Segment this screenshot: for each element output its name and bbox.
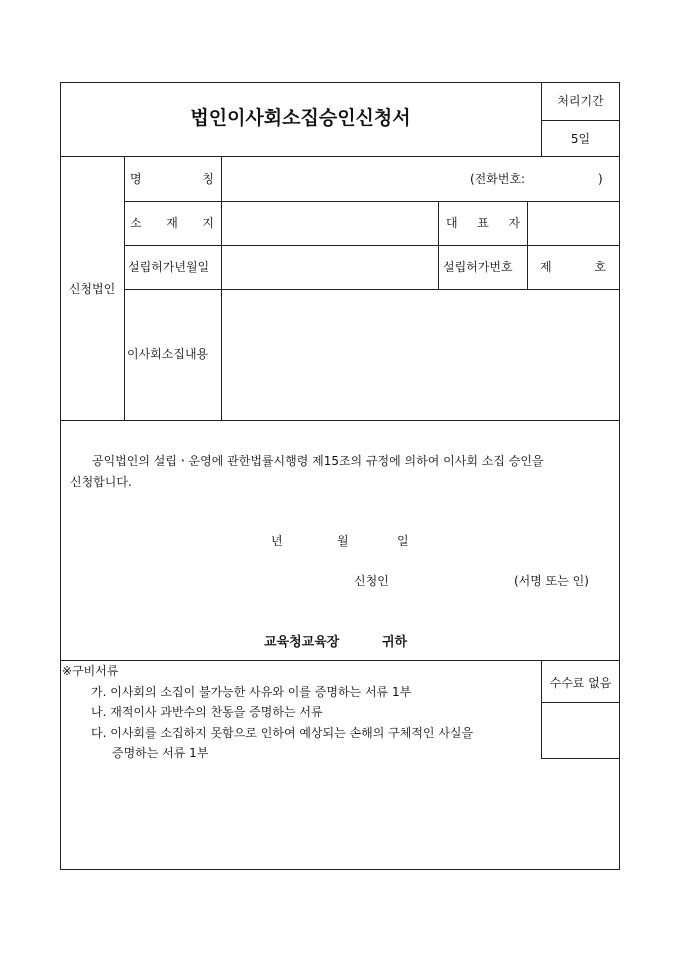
statement-line-2: 신청합니다. [70, 475, 132, 489]
rule [221, 156, 222, 421]
permit-number-char: 호 [594, 260, 606, 274]
rule [541, 702, 620, 703]
name-label-char: 명 [130, 172, 142, 186]
section-label-applicant: 신청법인 [68, 282, 116, 296]
document-item: 다. 이사회를 소집하지 못함으로 인하여 예상되는 손해의 구체적인 사실을 [91, 726, 474, 740]
representative-label [446, 217, 520, 229]
fee-label: 수수료 없음 [549, 676, 612, 690]
address-label-char: 재 [166, 216, 178, 230]
permit-number-label: 설립허가번호 [443, 260, 513, 274]
recipient: 교육청교육장 [264, 635, 340, 650]
rule [60, 660, 620, 661]
date-year: 년 [271, 534, 283, 548]
meeting-content-label: 이사회소집내용 [127, 347, 209, 361]
rule [527, 201, 528, 290]
rep-label-char: 자 [508, 216, 520, 230]
permit-number-value [540, 261, 606, 273]
rep-label-char: 대 [446, 216, 458, 230]
rule [124, 156, 125, 421]
applicant-label: 신청인 [354, 574, 389, 588]
rule [60, 156, 620, 157]
rule [541, 120, 620, 121]
phone-close: ) [598, 172, 603, 186]
processing-period-label: 처리기간 [557, 94, 604, 108]
name-label [130, 173, 214, 185]
name-label-char: 칭 [202, 172, 214, 186]
statement-line-1: 공익법인의 설립ㆍ운영에 관한법률시행령 제15조의 규정에 의하여 이사회 소집 승인을 [92, 454, 544, 468]
date-day: 일 [397, 534, 409, 548]
address-label-char: 지 [202, 216, 214, 230]
rule [541, 758, 620, 759]
signature-label: (서명 또는 인) [514, 574, 589, 588]
processing-period-value: 5일 [570, 132, 591, 146]
form-title: 법인이사회소집승인신청서 [190, 107, 411, 129]
permit-number-char: 제 [540, 260, 552, 274]
documents-header: ※구비서류 [62, 664, 119, 678]
document-item-continued: 증명하는 서류 1부 [112, 746, 209, 760]
rule [60, 420, 620, 421]
rule [124, 201, 620, 202]
rule [124, 245, 620, 246]
document-item: 가. 이사회의 소집이 불가능한 사유와 이를 증명하는 서류 1부 [91, 685, 412, 699]
rep-label-char: 표 [477, 216, 489, 230]
permit-date-label: 설립허가년월일 [128, 260, 210, 274]
address-label-char: 소 [130, 216, 142, 230]
address-label [130, 217, 214, 229]
rule [124, 289, 620, 290]
rule [541, 660, 542, 759]
recipient-suffix: 귀하 [382, 635, 408, 650]
rule [541, 82, 542, 157]
date-month: 월 [337, 534, 349, 548]
rule [438, 201, 439, 290]
document-item: 나. 재적이사 과반수의 찬동을 증명하는 서류 [91, 705, 323, 719]
phone-label: (전화번호: [470, 172, 526, 186]
